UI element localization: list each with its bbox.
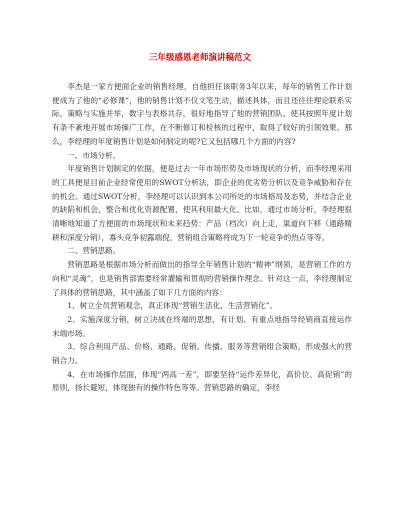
section-heading-marketing-ideas: 二、营销思路。 xyxy=(67,246,121,256)
list-item-4: 4、在市场操作层面，体现“两高一差”，即要坚持“运作差异化，高价位、高促销”的原则，扬长避短，体现独有的操作特色等等。营销思路的确定，李经 xyxy=(52,369,352,393)
document-body xyxy=(52,80,352,395)
list-item-1: 1、树立全员营销观念，真正体现“营销生活化，生活营销化”。 xyxy=(67,301,278,311)
market-analysis-paragraph: 年度销售计划制定的依据，便是过去一年市场形势及市场现状的分析，而李经理采用的工具便是目前企业经常使用的SWOT分析法，即企业的优劣势分析以及竞争威胁和存在的机会。通过SWOT分析，李经理可以认识到本公司所处的市场格局及态势，并结合企业的缺陷和机会，整合和优化资源配置，使其利用最大化。比如，通过市场分析，李经理很清晰地知道了方便面的市场现状和未来趋势：产品（档次）向上走，渠道向下移（通路精耕和深度分销），寡头竞争初露端倪，营销组合策略将成为下一轮竞争的热点等等。 xyxy=(52,164,352,242)
intro-paragraph: 李杰是一家方便面企业的销售经理，自他担任该职务3年以来，每年的销售工作计划便成为了他的“必修课”，他的销售计划不仅文笔生动，描述具体，而且还往往理论联系实际，策略与实施并举，数字与表格共存，很好地指导了他的营销团队，使其按照年度计划有条不紊地开展市场操广工作，在不断修订和检核的过程中，取得了较好的引领效果。那么，李经理的年度销售计划是如何制定的呢?它又包括哪几个方面的内容? xyxy=(52,82,352,146)
list-item-2: 2、实施深度分销，树立决战在终端的思想，有计划、有重点地指导经销商直接运作末端市场。 xyxy=(52,314,352,338)
marketing-ideas-paragraph: 营销思路是根据市场分析而做出的指导全年销售计划的“精神”纲领，是营销工作的方向和“灵魂”，也是销售部需要经常灌输和贯彻的营销操作理念。针对这一点，李经理制定了具体的营销思路，其中涵盖了如下几方面的内容： xyxy=(52,260,352,297)
list-item-3: 3、综合利用产品、价格、通路、促销、传播、服务等营销组合策略，形成强大的营销合力。 xyxy=(52,342,352,366)
page-title: 三年级感恩老师演讲稿范文 xyxy=(148,53,251,63)
section-heading-market-analysis: 一、市场分析。 xyxy=(67,150,121,160)
